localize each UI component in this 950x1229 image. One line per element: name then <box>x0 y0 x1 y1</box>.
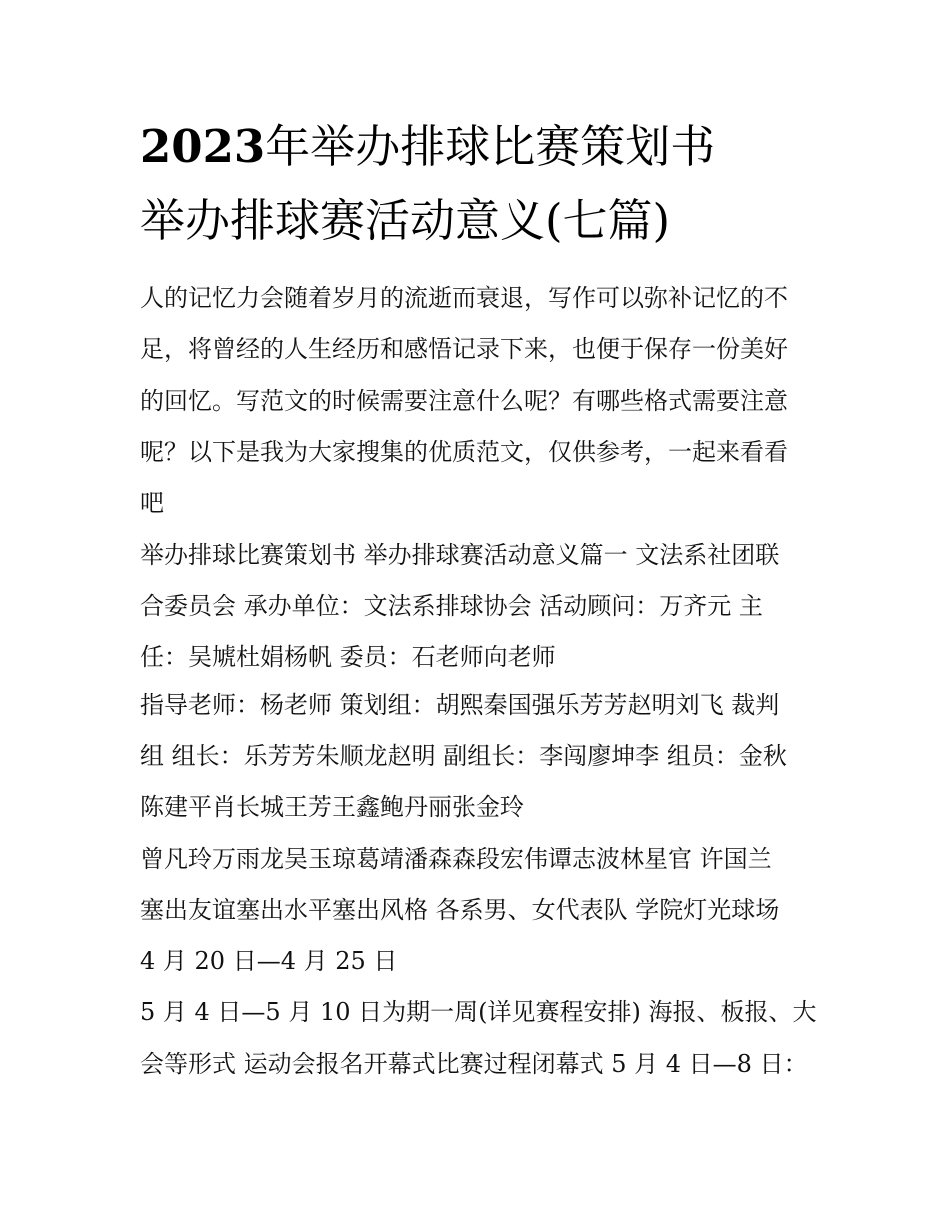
body-line-4: 呢？以下是我为大家搜集的优质范文，仅供参考，一起来看看 <box>140 438 788 466</box>
document-title-line-2: 举办排球赛活动意义(七篇) <box>140 194 671 247</box>
body-line-13: 塞出友谊塞出水平塞出风格 各系男、女代表队 学院灯光球场 <box>140 896 780 924</box>
body-line-14: 4 月 20 日—4 月 25 日 <box>140 947 398 975</box>
title-year: 2023 <box>140 120 266 173</box>
body-line-7: 合委员会 承办单位：文法系排球协会 活动顾问：万齐元 主 <box>140 592 763 620</box>
body-line-9: 指导老师：杨老师 策划组：胡熙秦国强乐芳芳赵明刘飞 裁判 <box>140 691 780 719</box>
body-line-2: 足，将曾经的人生经历和感悟记录下来，也便于保存一份美好 <box>140 335 788 363</box>
body-line-11: 陈建平肖长城王芳王鑫鲍丹丽张金玲 <box>140 793 524 821</box>
body-line-6: 举办排球比赛策划书 举办排球赛活动意义篇一 文法系社团联 <box>140 541 780 569</box>
body-line-5: 吧 <box>140 489 164 517</box>
body-line-3: 的回忆。写范文的时候需要注意什么呢？有哪些格式需要注意 <box>140 387 788 415</box>
body-line-10: 组 组长：乐芳芳朱顺龙赵明 副组长：李闯廖坤李 组员：金秋 <box>140 742 787 770</box>
body-line-12: 曾凡玲万雨龙吴玉琼葛靖潘森森段宏伟谭志波林星官 许国兰 <box>140 845 772 873</box>
body-line-1: 人的记忆力会随着岁月的流逝而衰退，写作可以弥补记忆的不 <box>140 284 788 312</box>
body-line-8: 任：吴虓杜娟杨帆 委员：石老师向老师 <box>140 643 556 671</box>
document-title-line-1 <box>140 120 820 173</box>
body-line-16: 会等形式 运动会报名开幕式比赛过程闭幕式 5 月 4 日—8 日： <box>140 1050 808 1078</box>
body-line-15: 5 月 4 日—5 月 10 日为期一周(详见赛程安排) 海报、板报、大 <box>140 998 817 1026</box>
title-main: 年举办排球比赛策划书 <box>265 120 716 173</box>
